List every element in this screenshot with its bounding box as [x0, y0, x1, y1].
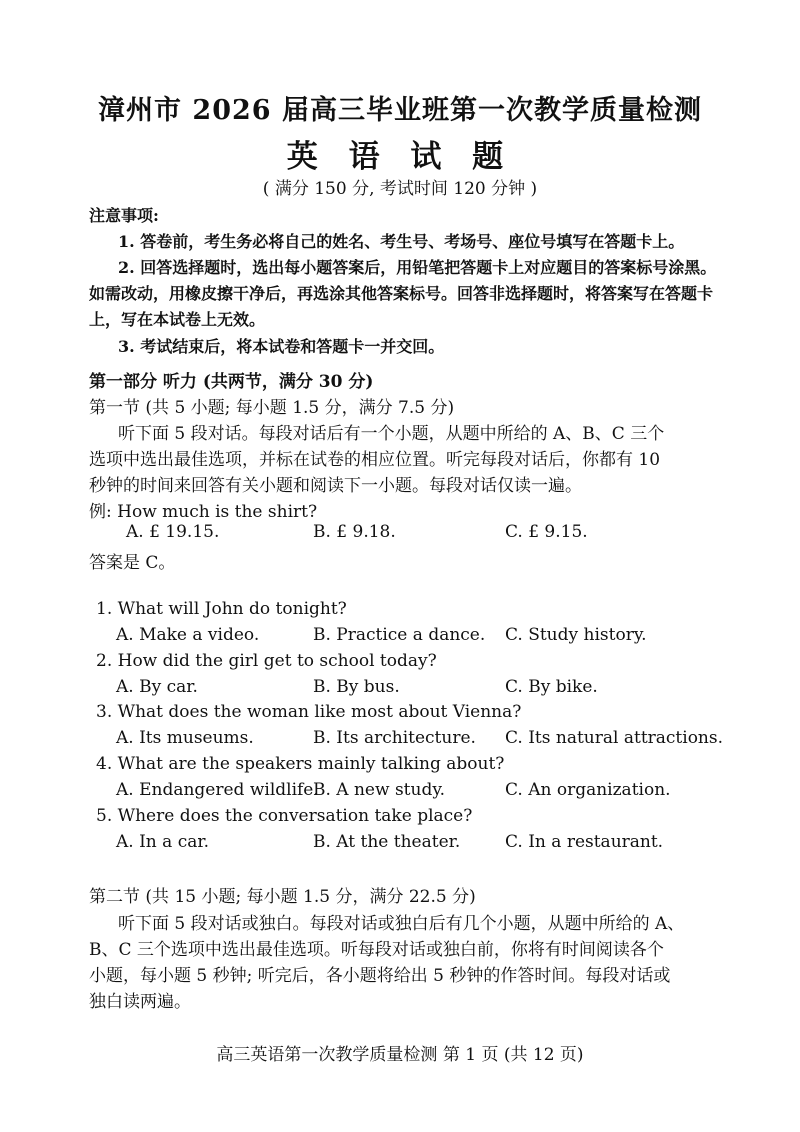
exam-title: 漳州市 2026 届高三毕业班第一次教学质量检测	[98, 95, 702, 126]
page-footer: 高三英语第一次教学质量检测 第 1 页 (共 12 页)	[216, 1045, 584, 1065]
section1-heading: 第一节 (共 5 小题; 每小题 1.5 分，满分 7.5 分)	[89, 398, 455, 418]
question-2-option-a: A. By car.	[116, 677, 198, 697]
question-3: 3. What does the woman like most about Vienna?	[96, 702, 522, 722]
section1-instruction-line-1: 听下面 5 段对话。每段对话后有一个小题，从题中所给的 A、B、C 三个	[118, 424, 665, 444]
question-2-option-b: B. By bus.	[313, 677, 400, 697]
section1-instruction-line-2: 选项中选出最佳选项，并标在试卷的相应位置。听完每段对话后，你都有 10	[89, 450, 661, 470]
question-5-option-c: C. In a restaurant.	[505, 832, 664, 852]
question-4-option-b: B. A new study.	[313, 780, 446, 800]
note-item-2-line-2: 如需改动，用橡皮擦干净后，再选涂其他答案标号。回答非选择题时，将答案写在答题卡	[89, 284, 714, 303]
example-answer: 答案是 C。	[89, 553, 176, 573]
question-1-option-c: C. Study history.	[505, 625, 647, 645]
question-4-option-c: C. An organization.	[505, 780, 671, 800]
section1-instruction-line-3: 秒钟的时间来回答有关小题和阅读下一小题。每段对话仅读一遍。	[89, 476, 582, 496]
question-5: 5. Where does the conversation take place?	[96, 806, 473, 826]
score-time-info: ( 满分 150 分, 考试时间 120 分钟 )	[262, 179, 538, 199]
question-4-option-a: A. Endangered wildlife.	[116, 780, 319, 800]
example-option-b: B. £ 9.18.	[313, 522, 396, 542]
question-5-option-b: B. At the theater.	[313, 832, 461, 852]
example-question: 例: How much is the shirt?	[89, 502, 318, 522]
question-3-option-a: A. Its museums.	[116, 728, 254, 748]
question-5-option-a: A. In a car.	[116, 832, 210, 852]
question-2-option-c: C. By bike.	[505, 677, 598, 697]
part1-heading: 第一部分 听力 (共两节，满分 30 分)	[89, 372, 374, 392]
notes-heading: 注意事项:	[89, 206, 159, 225]
section2-instruction-line-3: 小题，每小题 5 秒钟; 听完后，各小题将给出 5 秒钟的作答时间。每段对话或	[89, 966, 671, 986]
question-4: 4. What are the speakers mainly talking about?	[96, 754, 505, 774]
example-option-c: C. £ 9.15.	[505, 522, 588, 542]
section2-instruction-line-1: 听下面 5 段对话或独白。每段对话或独白后有几个小题，从题中所给的 A、	[118, 914, 685, 934]
question-3-option-c: C. Its natural attractions.	[505, 728, 724, 748]
question-1-option-a: A. Make a video.	[116, 625, 260, 645]
question-1: 1. What will John do tonight?	[96, 599, 347, 619]
note-item-3: 3. 考试结束后，将本试卷和答题卡一并交回。	[118, 337, 445, 356]
section2-instruction-line-4: 独白读两遍。	[89, 992, 191, 1012]
question-3-option-b: B. Its architecture.	[313, 728, 476, 748]
note-item-2-line-1: 2. 回答选择题时，选出每小题答案后，用铅笔把答题卡上对应题目的答案标号涂黑。	[118, 258, 717, 277]
note-item-2-line-3: 上，写在本试卷上无效。	[89, 310, 266, 329]
note-item-1: 1. 答卷前，考生务必将自己的姓名、考生号、考场号、座位号填写在答题卡上。	[118, 232, 685, 251]
question-2: 2. How did the girl get to school today?	[96, 651, 437, 671]
example-option-a: A. £ 19.15.	[126, 522, 220, 542]
section2-instruction-line-2: B、C 三个选项中选出最佳选项。听每段对话或独白前，你将有时间阅读各个	[89, 940, 664, 960]
subject-title: 英 语 试 题	[286, 139, 514, 175]
question-1-option-b: B. Practice a dance.	[313, 625, 486, 645]
section2-heading: 第二节 (共 15 小题; 每小题 1.5 分，满分 22.5 分)	[89, 887, 476, 907]
